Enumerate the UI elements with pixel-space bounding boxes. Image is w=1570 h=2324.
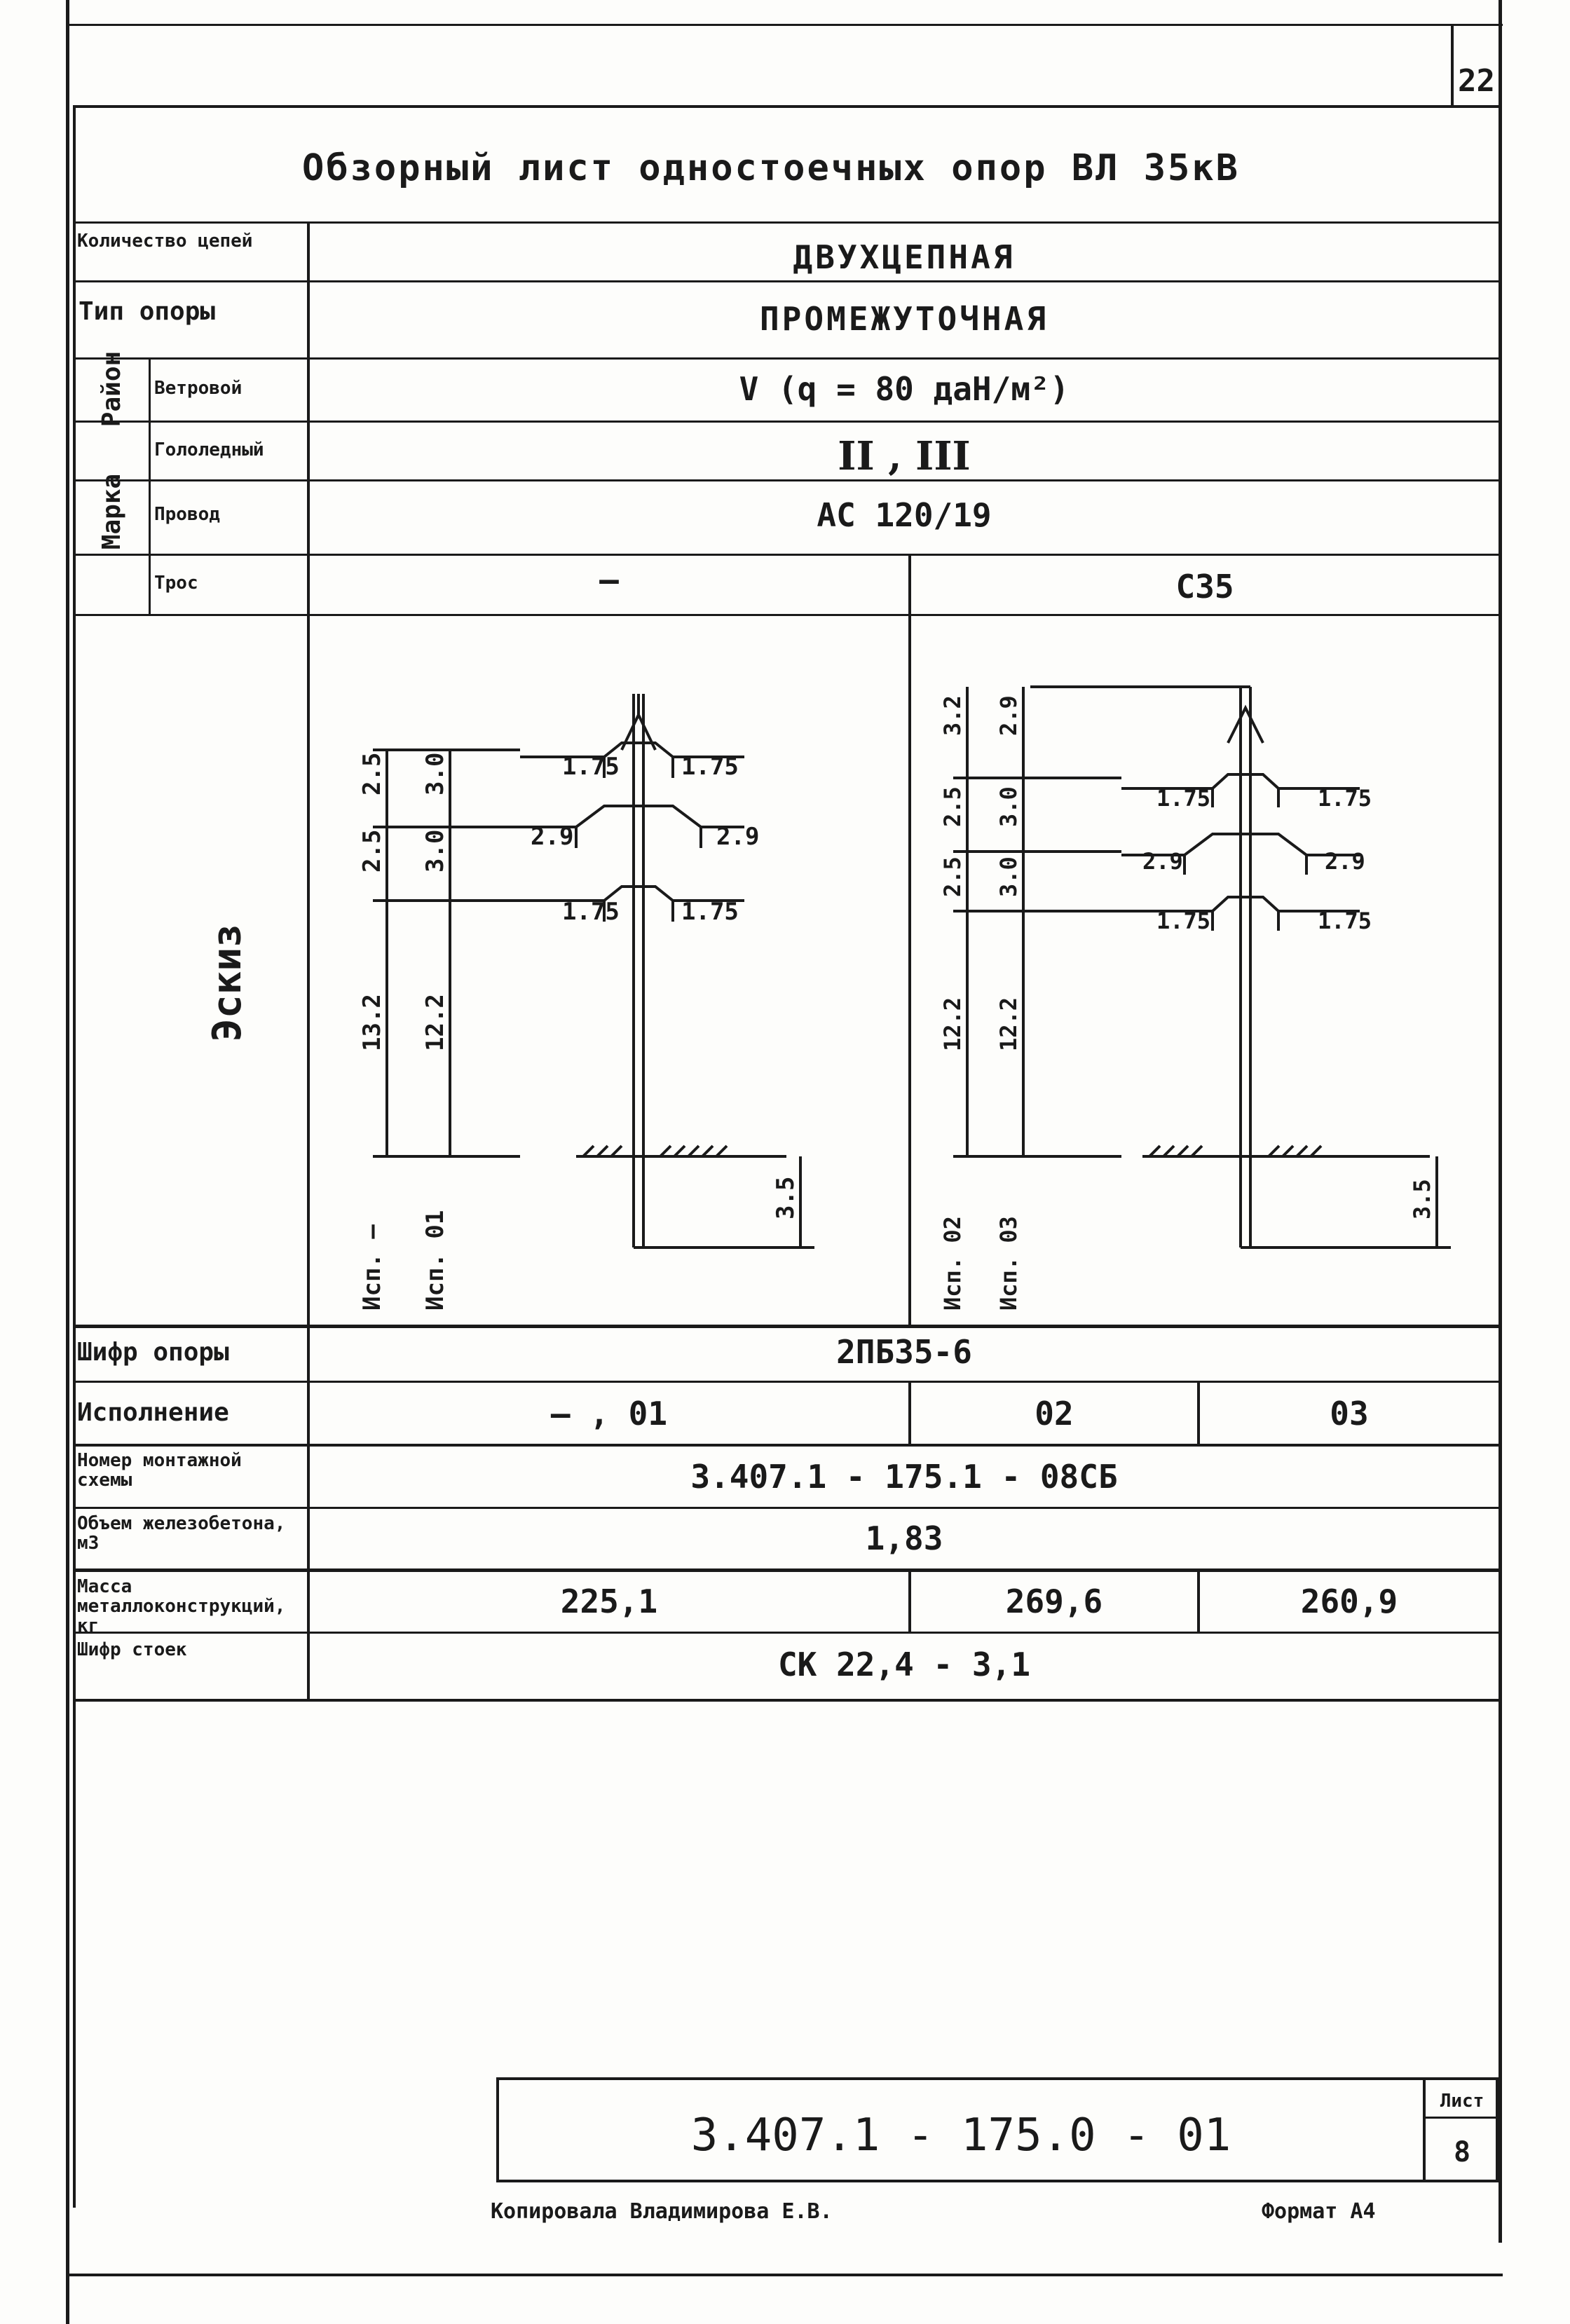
grid-h6 [73, 614, 1499, 616]
page-title: Обзорный лист одностоечных опор ВЛ 35кВ [302, 147, 1240, 189]
dim-right-mid-b: 3.0 [995, 856, 1022, 897]
title-block-sheet-line [1423, 2117, 1499, 2119]
dim-right-top-b: 2.9 [995, 695, 1022, 736]
dim-right-sec-b: 3.0 [995, 786, 1022, 827]
footer-copied-by: Копировала Владимирова Е.В. [491, 2199, 833, 2224]
pole-sketch-left [310, 617, 908, 1325]
value-metal-2: 269,6 [1005, 1583, 1103, 1620]
value-execution-1: — , 01 [550, 1395, 668, 1433]
dim-right-height-a: 12.2 [939, 997, 966, 1051]
label-metal: Масса металлоконструкций, кг [77, 1576, 286, 1636]
dim-left-height-a: 13.2 [358, 994, 386, 1051]
label-wire: Провод [154, 504, 220, 525]
label-wind: Ветровой [154, 378, 243, 399]
grid-h10 [73, 1507, 1499, 1509]
label-concrete: Объем железобетона, м3 [77, 1513, 286, 1554]
value-metal-3: 260,9 [1300, 1583, 1398, 1620]
grid-h5 [73, 554, 1499, 556]
dim-left-top-b: 3.0 [421, 752, 449, 795]
dim-left-arm3-l: 1.75 [562, 898, 620, 926]
dim-left-arm2-l: 2.9 [531, 823, 574, 851]
value-ice: II , III [838, 433, 971, 479]
value-cable-right: С35 [1175, 568, 1234, 606]
label-region: Район [97, 350, 126, 428]
dim-left-mid-a: 2.5 [358, 829, 386, 873]
exec-right-b: Исп. 03 [995, 1216, 1022, 1311]
dim-left-top-a: 2.5 [358, 752, 386, 795]
value-scheme: 3.407.1 - 175.1 - 08СБ [690, 1458, 1118, 1496]
sheet-label: Лист [1440, 2091, 1484, 2112]
dim-right-mid-a: 2.5 [939, 856, 966, 897]
value-cable-left: — [599, 561, 619, 599]
dim-right-arm3-r: 1.75 [1318, 908, 1372, 934]
dim-right-sec-a: 2.5 [939, 786, 966, 827]
label-brand: Марка [97, 473, 126, 550]
label-pole-type: Тип опоры [78, 297, 216, 326]
value-execution-3: 03 [1330, 1395, 1369, 1433]
dim-left-arm2-r: 2.9 [716, 823, 760, 851]
dim-right-height-b: 12.2 [995, 997, 1022, 1051]
label-execution: Исполнение [77, 1398, 229, 1427]
label-cable: Трос [154, 573, 198, 594]
dim-right-arm2-l: 2.9 [1142, 848, 1183, 875]
label-stand: Шифр стоек [77, 1639, 187, 1660]
exec-right-a: Исп. 02 [939, 1216, 966, 1311]
document-code: 3.407.1 - 175.0 - 01 [690, 2110, 1231, 2161]
grid-h7 [73, 1325, 1499, 1328]
dim-right-depth: 3.5 [1409, 1179, 1435, 1219]
dim-right-arm2-r: 2.9 [1325, 848, 1365, 875]
dim-right-arm1-r: 1.75 [1318, 785, 1372, 812]
footer-format: Формат А4 [1262, 2199, 1376, 2224]
value-concrete: 1,83 [865, 1519, 943, 1557]
sheet-box-left [1451, 24, 1454, 107]
pole-sketch-right [911, 617, 1499, 1325]
sheet-value: 8 [1453, 2136, 1471, 2168]
dim-left-arm1-r: 1.75 [681, 753, 739, 781]
label-circuits: Количество цепей [77, 231, 253, 252]
exec-left-a: Исп. — [358, 1224, 386, 1311]
grid-h13 [73, 1699, 1499, 1702]
grid-h9 [73, 1444, 1499, 1447]
dim-left-arm3-r: 1.75 [681, 898, 739, 926]
value-stand: СК 22,4 - 3,1 [777, 1646, 1031, 1683]
frame-top [66, 24, 1503, 26]
frame-right [1499, 0, 1502, 2243]
sheet-number-top: 22 [1458, 63, 1495, 99]
value-circuits: ДВУХЦЕПНАЯ [793, 238, 1016, 276]
grid-h2 [73, 357, 1499, 360]
value-wind: V (q = 80 даН/м²) [739, 370, 1070, 408]
grid-h4 [73, 479, 1499, 481]
label-sketch: Эскиз [204, 924, 250, 1042]
grid-h11 [73, 1568, 1499, 1572]
frame-bottom [66, 2274, 1503, 2276]
grid-h0 [73, 221, 1499, 224]
label-pole-code: Шифр опоры [77, 1338, 229, 1367]
grid-h1 [73, 280, 1499, 282]
label-scheme: Номер монтажной схемы [77, 1450, 242, 1491]
value-wire: АС 120/19 [817, 496, 992, 534]
value-pole-type: ПРОМЕЖУТОЧНАЯ [759, 300, 1049, 338]
dim-left-depth: 3.5 [772, 1176, 800, 1219]
value-pole-code: 2ПБ35-6 [836, 1333, 972, 1371]
exec-left-b: Исп. 01 [421, 1210, 449, 1311]
value-execution-2: 02 [1035, 1395, 1074, 1433]
dim-left-arm1-l: 1.75 [562, 753, 620, 781]
value-metal-1: 225,1 [560, 1583, 658, 1620]
dim-right-arm3-l: 1.75 [1156, 908, 1211, 934]
dim-right-top-a: 3.2 [939, 695, 966, 736]
grid-h8 [73, 1381, 1499, 1383]
dim-left-height-b: 12.2 [421, 994, 449, 1051]
frame-left [66, 0, 69, 2324]
dim-right-arm1-l: 1.75 [1156, 785, 1211, 812]
label-ice: Гололедный [154, 439, 264, 460]
grid-v-sublabel [149, 357, 151, 614]
dim-left-mid-b: 3.0 [421, 829, 449, 873]
inner-frame-top [73, 105, 1499, 108]
grid-h3 [73, 421, 1499, 423]
